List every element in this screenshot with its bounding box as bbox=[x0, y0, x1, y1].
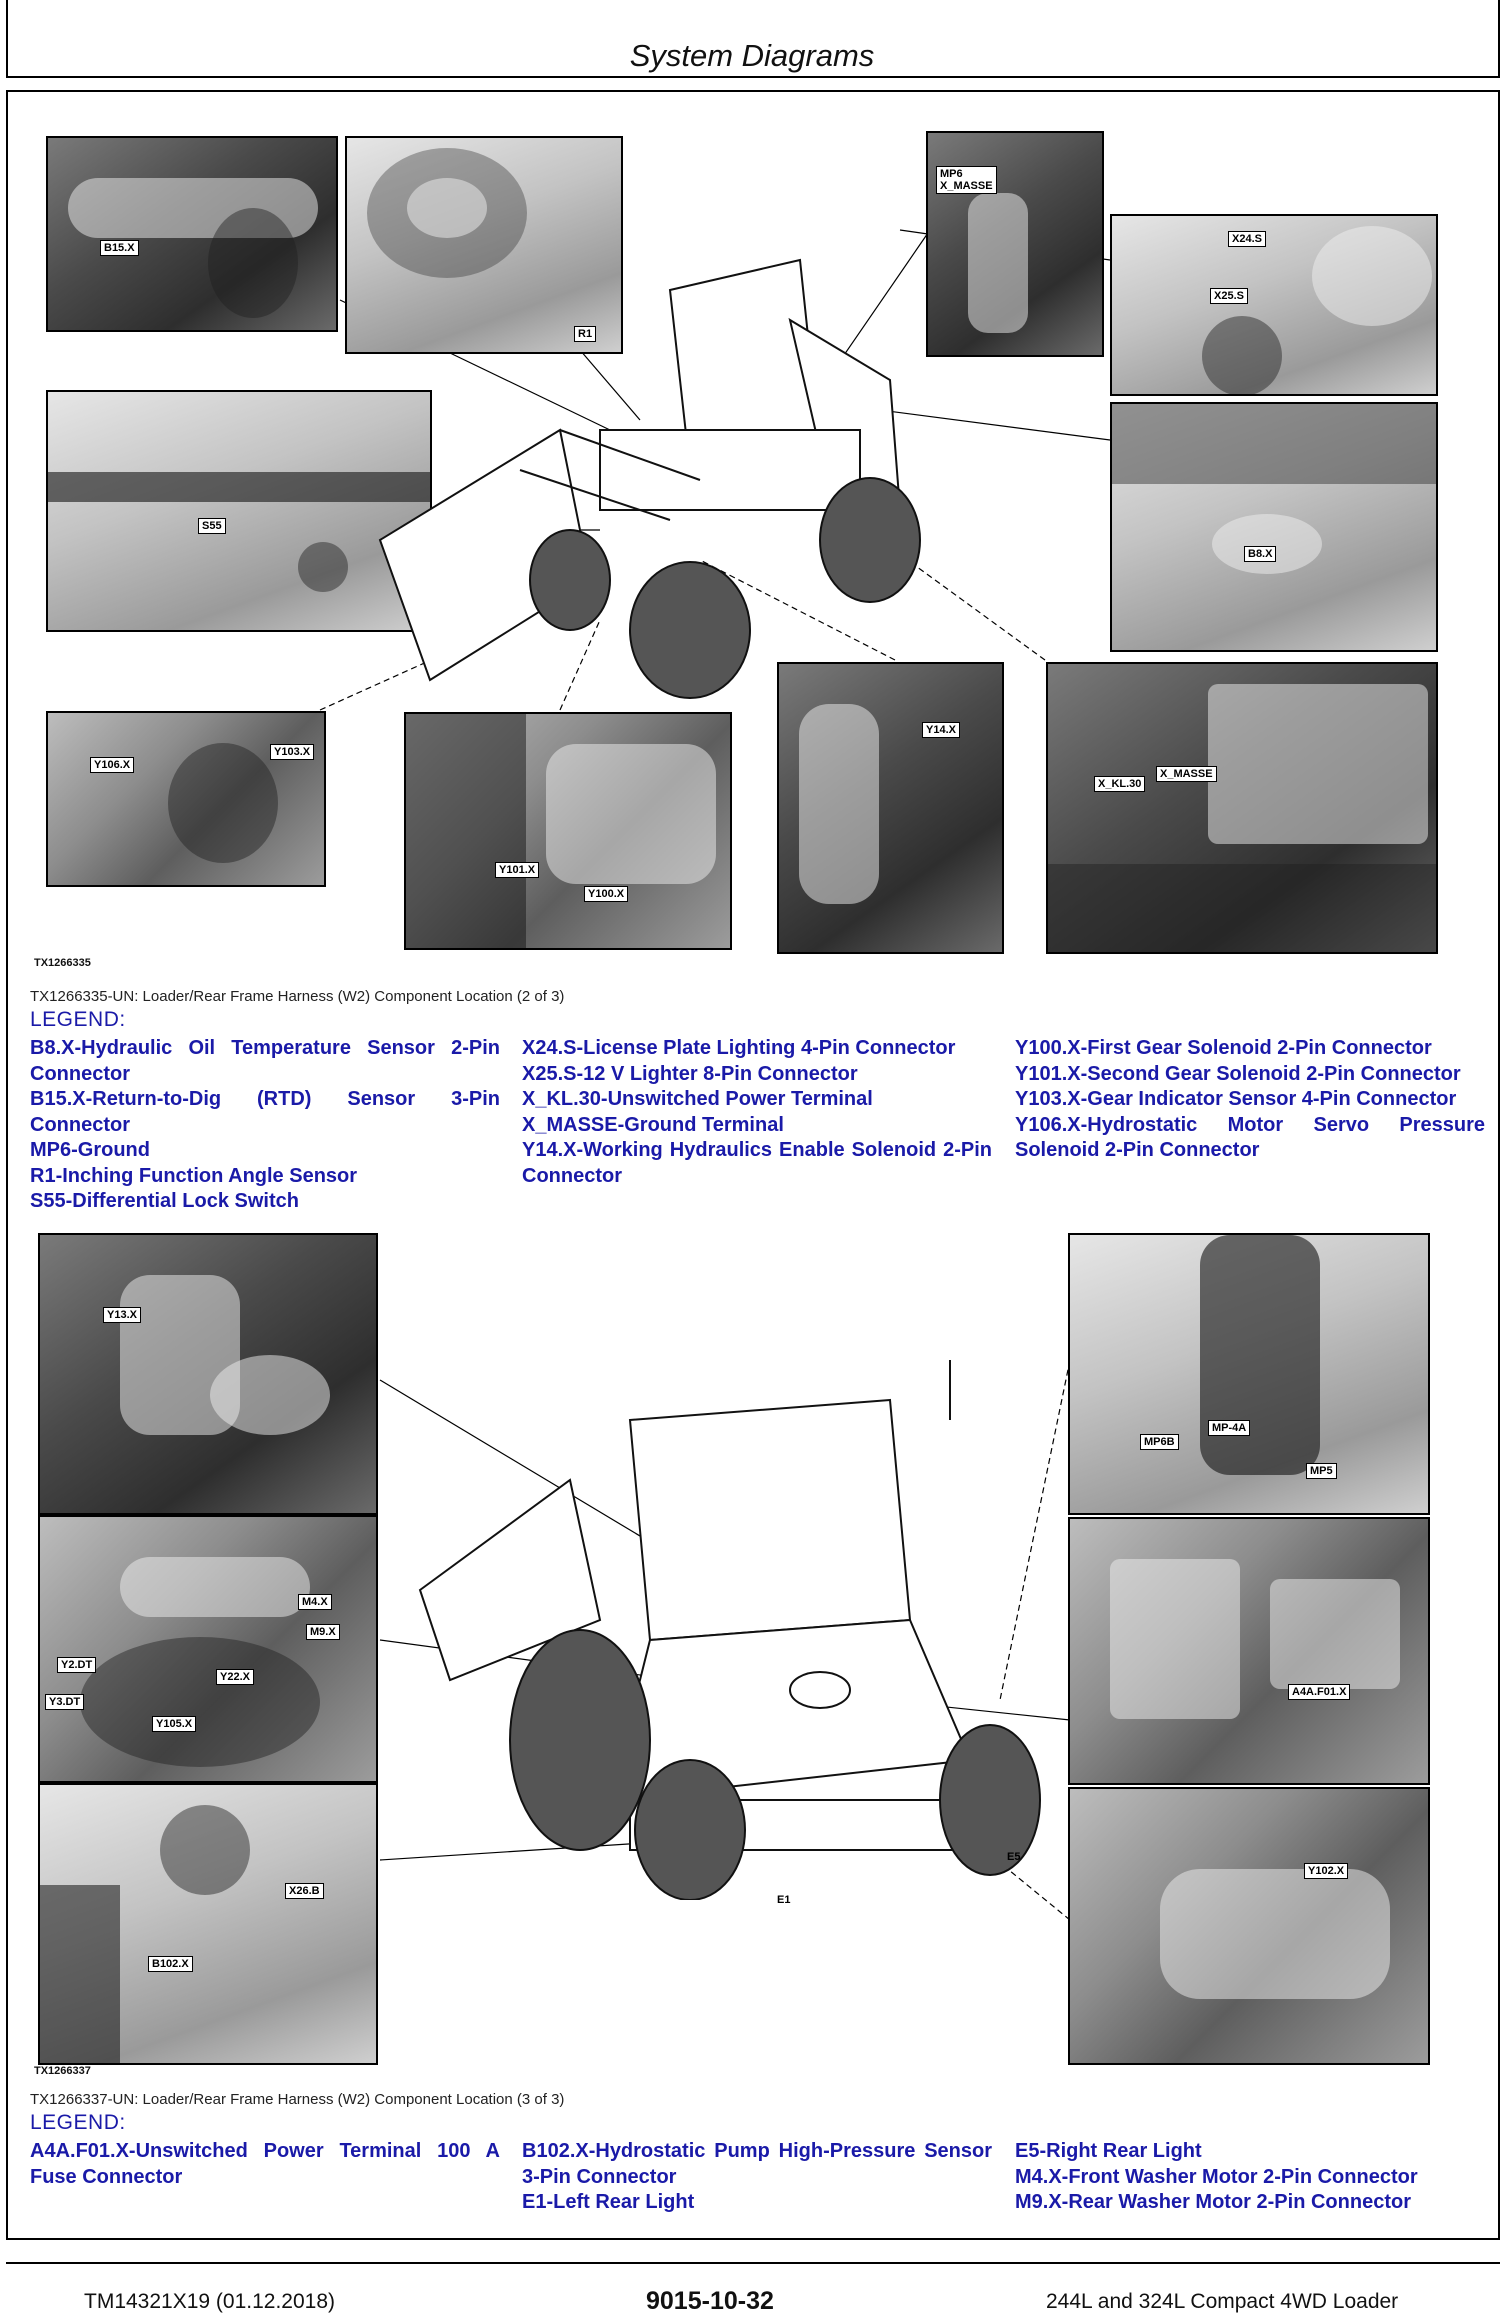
legend-item: E1-Left Rear Light bbox=[522, 2191, 695, 2213]
figure-1-caption: TX1266335-UN: Loader/Rear Frame Harness (W2) Component Location (2 of 3) bbox=[30, 988, 565, 1005]
callout-y106: Y106.X bbox=[90, 757, 134, 773]
legend-item: X_MASSE-Ground Terminal bbox=[522, 1113, 784, 1136]
callout-y100: Y100.X bbox=[584, 886, 628, 902]
callout-y102: Y102.X bbox=[1304, 1863, 1348, 1879]
callout-b8: B8.X bbox=[1244, 546, 1276, 562]
figure-2-caption: TX1266337-UN: Loader/Rear Frame Harness (W2) Component Location (3 of 3) bbox=[30, 2091, 565, 2108]
legend-item: Y103.X-Gear Indicator Sensor 4-Pin Connector bbox=[1015, 1088, 1457, 1110]
footer-rule bbox=[6, 2262, 1500, 2264]
callout-y22: Y22.X bbox=[216, 1669, 254, 1685]
photo-100a-fuse bbox=[1068, 1517, 1430, 1785]
photo-pump-sensor bbox=[38, 1783, 378, 2065]
legend-item: X25.S-12 V Lighter 8-Pin Connector bbox=[522, 1062, 858, 1085]
callout-mp4a: MP-4A bbox=[1208, 1420, 1250, 1436]
legend-item: E5-Right Rear Light bbox=[1015, 2140, 1202, 2162]
footer-model: 244L and 324L Compact 4WD Loader bbox=[1046, 2290, 1399, 2313]
legend-item: M4.X-Front Washer Motor 2-Pin Connector bbox=[1015, 2165, 1418, 2188]
figure-2-legend-title: LEGEND: bbox=[30, 2111, 126, 2134]
legend-item: Y100.X-First Gear Solenoid 2-Pin Connector bbox=[1015, 1037, 1432, 1059]
footer-doc-id: TM14321X19 (01.12.2018) bbox=[84, 2290, 336, 2313]
callout-m4: M4.X bbox=[298, 1594, 332, 1610]
callout-x-masse: X_MASSE bbox=[1156, 766, 1217, 782]
legend-item: Y106.X-Hydrostatic Motor Servo Pressure Solenoid 2-Pin Connector bbox=[1015, 1113, 1485, 1161]
legend-item: R1-Inching Function Angle Sensor bbox=[30, 1164, 358, 1187]
legend-item: B8.X-Hydraulic Oil Temperature Sensor 2-Pin Connector bbox=[30, 1037, 500, 1085]
callout-a4a: A4A.F01.X bbox=[1288, 1684, 1350, 1700]
callout-s55: S55 bbox=[198, 518, 226, 534]
callout-m9: M9.X bbox=[306, 1624, 340, 1640]
callout-x25: X25.S bbox=[1210, 288, 1248, 304]
legend-item: Y101.X-Second Gear Solenoid 2-Pin Connector bbox=[1015, 1062, 1461, 1085]
legend-item: B15.X-Return-to-Dig (RTD) Sensor 3-Pin Connector bbox=[30, 1088, 500, 1136]
callout-y14: Y14.X bbox=[922, 722, 960, 738]
callout-e5: E5 bbox=[1007, 1851, 1021, 1863]
figure-2-legend-col-2 bbox=[522, 2139, 992, 2216]
legend-item: X24.S-License Plate Lighting 4-Pin Connector bbox=[522, 1037, 956, 1059]
callout-mp6: MP6 X_MASSE bbox=[936, 166, 997, 194]
callout-b102: B102.X bbox=[148, 1956, 193, 1972]
callout-y103: Y103.X bbox=[270, 744, 314, 760]
callout-y105: Y105.X bbox=[152, 1716, 196, 1732]
callout-x26: X26.B bbox=[285, 1883, 324, 1899]
photo-grounds bbox=[1068, 1233, 1430, 1515]
legend-item: S55-Differential Lock Switch bbox=[30, 1190, 299, 1212]
figure-2-id: TX1266337 bbox=[34, 2065, 91, 2077]
callout-mp5: MP5 bbox=[1306, 1463, 1337, 1479]
callout-x24: X24.S bbox=[1228, 231, 1266, 247]
callout-r1: R1 bbox=[574, 326, 596, 342]
photo-y13 bbox=[38, 1233, 378, 1515]
legend-item: X_KL.30-Unswitched Power Terminal bbox=[522, 1088, 873, 1110]
footer-page-number: 9015-10-32 bbox=[646, 2287, 774, 2315]
legend-item: Y14.X-Working Hydraulics Enable Solenoid 2-Pin Connector bbox=[522, 1139, 992, 1187]
callout-mp6b: MP6B bbox=[1140, 1434, 1179, 1450]
callout-b15: B15.X bbox=[100, 240, 139, 256]
figure-1-legend-title: LEGEND: bbox=[30, 1008, 126, 1031]
page-title: System Diagrams bbox=[629, 38, 875, 73]
figure-2-legend-col-1 bbox=[30, 2139, 500, 2190]
legend-item: A4A.F01.X-Unswitched Power Terminal 100 A Fuse Connector bbox=[30, 2140, 500, 2188]
callout-y3: Y3.DT bbox=[45, 1694, 84, 1710]
legend-item: B102.X-Hydrostatic Pump High-Pressure Sensor 3-Pin Connector bbox=[522, 2140, 992, 2188]
loader-illustration-rear bbox=[410, 1360, 1050, 1900]
photo-y102 bbox=[1068, 1787, 1430, 2065]
callout-y2: Y2.DT bbox=[57, 1657, 96, 1673]
callout-y13: Y13.X bbox=[103, 1307, 141, 1323]
legend-item: MP6-Ground bbox=[30, 1139, 150, 1161]
figure-2-legend-col-3 bbox=[1015, 2139, 1485, 2216]
callout-y101: Y101.X bbox=[495, 862, 539, 878]
callout-x-kl30: X_KL.30 bbox=[1094, 776, 1145, 792]
callout-e1: E1 bbox=[777, 1894, 791, 1906]
photo-engine-bay bbox=[38, 1515, 378, 1783]
figure-1-id: TX1266335 bbox=[34, 957, 91, 969]
legend-item: M9.X-Rear Washer Motor 2-Pin Connector bbox=[1015, 2191, 1411, 2213]
